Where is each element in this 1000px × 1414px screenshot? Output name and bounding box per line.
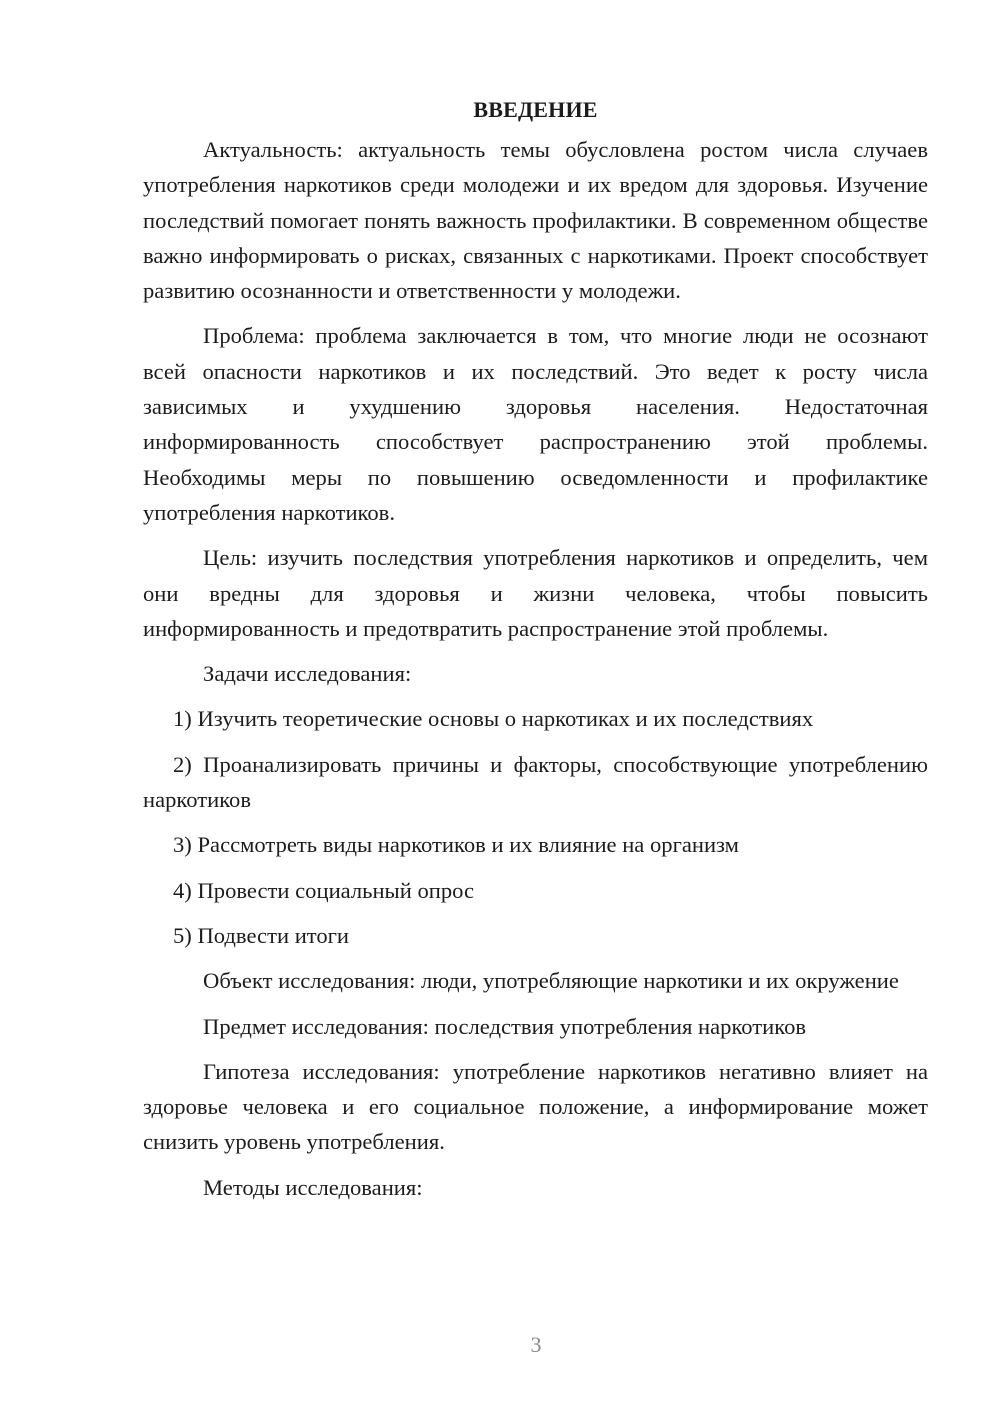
paragraph-hypothesis: Гипотеза исследования: употребление наркотиков негативно влияет на здоровье человека и его социальное положение, а информирование может снизить уровень употребления. xyxy=(143,1058,928,1155)
tasks-heading: Задачи исследования: xyxy=(203,661,412,687)
paragraph-problem: Проблема: проблема заключается в том, что многие люди не осознают всей опасности наркотиков и их последствий. Это ведет к росту числа зависимых и ухудшению здоровья населения. Недостаточная информированность способствует распространению этой проблемы. Необходимы меры по повышению осведомленности и профилактике употребления наркотиков. xyxy=(143,323,928,525)
list-item-task-5: 5) Подвести итоги xyxy=(173,922,350,948)
tasks-list xyxy=(143,701,928,953)
list-item-task-4: 4) Провести социальный опрос xyxy=(173,877,475,903)
section-title: ВВЕДЕНИЕ xyxy=(473,97,598,122)
list-item-task-2: 2) Проанализировать причины и факторы, способствующие употреблению наркотиков xyxy=(143,751,928,813)
paragraph-object: Объект исследования: люди, употребляющие наркотики и их окружение xyxy=(203,968,899,994)
list-item-task-3: 3) Рассмотреть виды наркотиков и их влияние на организм xyxy=(173,832,739,858)
document-page xyxy=(143,88,928,1215)
page-number: 3 xyxy=(530,1332,542,1357)
paragraph-subject: Предмет исследования: последствия употребления наркотиков xyxy=(203,1013,807,1039)
methods-heading: Методы исследования: xyxy=(203,1174,423,1200)
list-item-task-1: 1) Изучить теоретические основы о наркотиках и их последствиях xyxy=(173,706,814,732)
paragraph-relevance: Актуальность: актуальность темы обусловлена ростом числа случаев употребления наркотиков среди молодежи и их вредом для здоровья. Изучение последствий помогает понять важность профилактики. В современном обществе важно информировать о рисках, связанных с наркотиками. Проект способствует развитию осознанности и ответственности у молодежи. xyxy=(143,137,928,304)
paragraph-goal: Цель: изучить последствия употребления наркотиков и определить, чем они вредны для здоровья и жизни человека, чтобы повысить информированность и предотвратить распространение этой проблемы. xyxy=(143,545,928,641)
